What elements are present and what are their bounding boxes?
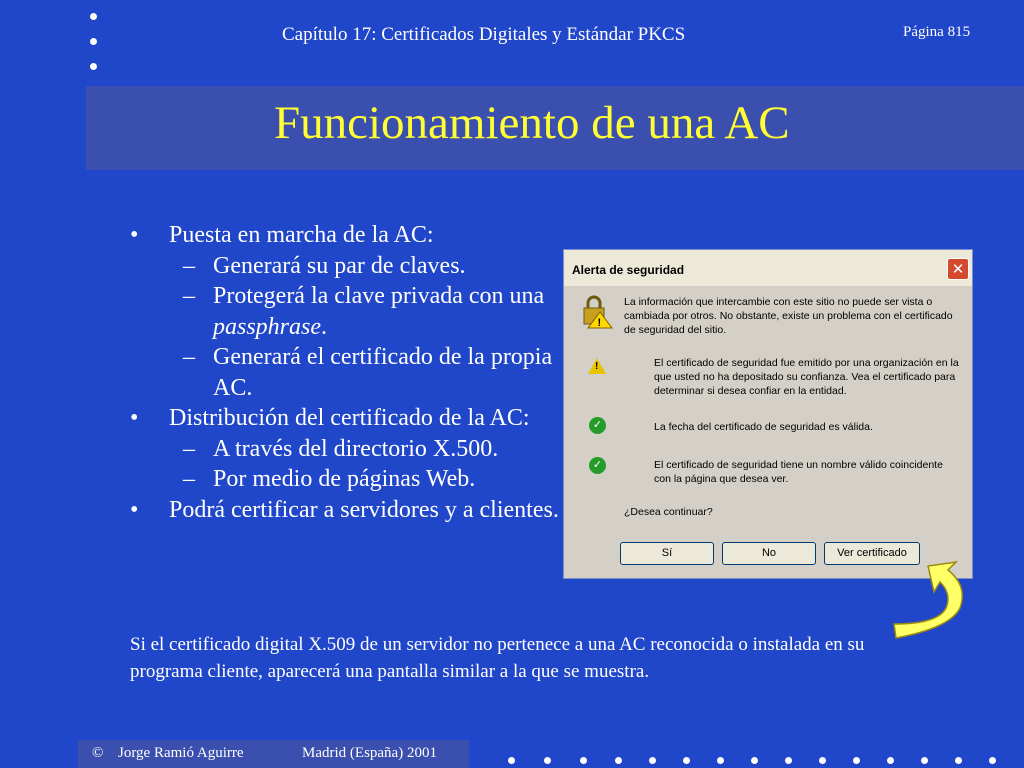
decor-dot (649, 757, 656, 764)
sub-bullet-text: Generará su par de claves. (213, 252, 466, 279)
bullet-marker: • (130, 405, 139, 431)
lock-warning-icon (578, 294, 614, 330)
security-alert-dialog (563, 249, 973, 579)
bullet-text: Distribución del certificado de la AC: (169, 405, 530, 431)
sub-bullet-text: Generará el certificado de la propia AC. (213, 344, 553, 401)
dialog-intro: La información que intercambie con este sitio no puede ser vista o cambiada por otros. No obstante, existe un problema con el certificado de seguridad del sitio. (624, 296, 953, 336)
sub-bullet-marker: – (183, 466, 195, 492)
bullet-item (130, 495, 560, 526)
check-icon: ✓ (589, 417, 606, 434)
copyright-symbol: © (92, 745, 104, 761)
decor-dot (785, 757, 792, 764)
sub-bullet-marker: – (183, 344, 195, 370)
page-number: Página 815 (903, 24, 971, 40)
footer-author: Jorge Ramió Aguirre (118, 745, 244, 761)
bullet-marker: • (130, 496, 139, 523)
sub-bullet-item (130, 251, 560, 282)
footer-band (78, 740, 469, 768)
sub-bullet-text: A través del directorio X.500. (213, 435, 499, 462)
bullet-item (130, 403, 560, 434)
slide-title: Funcionamiento de una AC (274, 97, 790, 149)
chapter-header: Capítulo 17: Certificados Digitales y Estándar PKCS (282, 24, 686, 45)
decor-dot (751, 757, 758, 764)
sub-bullet-item (130, 434, 560, 465)
close-icon[interactable]: ✕ (947, 258, 969, 280)
decor-dot (508, 757, 515, 764)
no-button[interactable]: No (722, 542, 816, 565)
sub-bullet-item (130, 464, 560, 495)
decor-dot (683, 757, 690, 764)
bullet-list (130, 220, 560, 525)
dialog-item-text: El certificado de seguridad fue emitido por una organización en la que usted no ha depositado su confianza. Vea el certificado para determinar si desea confiar en la entidad. (654, 357, 959, 397)
sub-bullet-italic: passphrase (213, 313, 322, 340)
sub-bullet-item (130, 342, 560, 403)
decor-dot (853, 757, 860, 764)
yes-button[interactable]: Sí (620, 542, 714, 565)
decor-dot (90, 63, 97, 70)
sub-bullet-marker: – (183, 252, 195, 279)
sub-bullet-marker: – (183, 435, 195, 462)
sub-bullet-text-end: . (321, 313, 328, 340)
bullet-text: Puesta en marcha de la AC: (169, 222, 434, 248)
decor-dot (717, 757, 724, 764)
view-certificate-button[interactable]: Ver certificado (824, 542, 920, 565)
bullet-marker: • (130, 222, 139, 248)
dialog-title: Alerta de seguridad (572, 263, 685, 277)
decor-dot (615, 757, 622, 764)
bullet-text: Podrá certificar a servidores y a clientes. (169, 496, 559, 523)
sub-bullet-text: Por medio de páginas Web. (213, 466, 476, 492)
check-icon: ✓ (589, 457, 606, 474)
bullet-item (130, 220, 560, 251)
sub-bullet-item (130, 281, 560, 342)
dialog-item-text: El certificado de seguridad tiene un nombre válido coincidente con la página que desea ver. (654, 459, 943, 485)
decor-dot (90, 38, 97, 45)
sub-bullet-text: Protegerá la clave privada con una (213, 283, 545, 309)
decor-dot (921, 757, 928, 764)
dialog-question: ¿Desea continuar? (624, 506, 713, 518)
decor-dot (955, 757, 962, 764)
decor-dot (544, 757, 551, 764)
decor-dot (989, 757, 996, 764)
dialog-item-text: La fecha del certificado de seguridad es válida. (654, 421, 873, 433)
svg-text:!: ! (597, 317, 602, 329)
footnote-text: Si el certificado digital X.509 de un servidor no pertenece a una AC reconocida o instalada en su programa cliente, aparecerá una pantalla similar a la que se muestra. (130, 634, 865, 682)
decor-dot (90, 13, 97, 20)
decor-dot (887, 757, 894, 764)
decor-dot (819, 757, 826, 764)
warning-icon: ! (588, 358, 606, 374)
sub-bullet-marker: – (183, 283, 195, 309)
footer-place: Madrid (España) 2001 (302, 745, 437, 761)
decor-dot (580, 757, 587, 764)
